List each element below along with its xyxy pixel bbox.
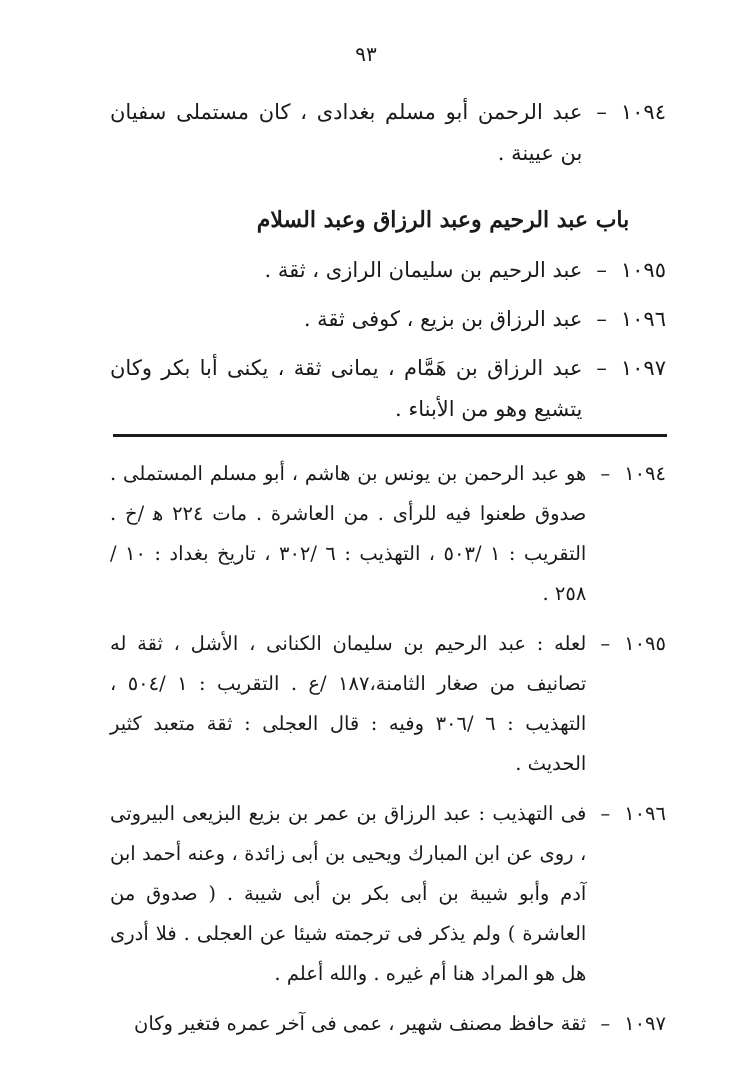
footnote-number: ١٠٩٤ (624, 462, 666, 485)
footnote-dash: – (600, 462, 611, 485)
entry-text: عبد الرزاق بن بزيع ، كوفى ثقة . (303, 307, 583, 331)
footnote-1097 (110, 1004, 666, 1044)
entry-1096 (110, 299, 666, 340)
footnote-1096 (110, 794, 666, 994)
footnotes (110, 454, 666, 1054)
entry-number: ١٠٩٧ (620, 356, 666, 380)
entry-dash: – (596, 258, 607, 282)
footnote-divider (113, 434, 667, 437)
footnote-1095 (110, 624, 666, 784)
footnote-text: فى التهذيب : عبد الرزاق بن عمر بن بزيع البزيعى البيروتى ، روى عن ابن المبارك ويحيى بن أبى زائدة ، وعنه أحمد ابن آدم وأبو شيبة بن أبى بكر بن أبى شيبة . ( صدوق من العاشرة ) ولم يذكر فى ترجمته شيئا عن العجلى . فلا أدرى هل هو المراد هنا أم غيره . والله أعلم . (110, 802, 587, 985)
entry-text: عبد الرحمن أبو مسلم بغدادى ، كان مستملى سفيان بن عيينة . (110, 100, 583, 165)
footnote-text: هو عبد الرحمن بن يونس بن هاشم ، أبو مسلم المستملى . صدوق طعنوا فيه للرأى . من العاشرة . مات ٢٢٤ ﻫ /خ . التقريب : ١ /٥٠٣ ، التهذيب : ٦ /٣٠٢ ، تاريخ بغداد : ١٠ /٢٥٨ . (110, 462, 587, 605)
footnote-dash: – (600, 802, 611, 825)
entry-1094 (110, 92, 666, 174)
entry-text: عبد الرزاق بن هَمَّام ، يمانى ثقة ، يكنى أبا بكر وكان يتشيع وهو من الأبناء . (110, 356, 583, 421)
entry-dash: – (596, 307, 607, 331)
main-text (110, 92, 666, 438)
footnote-number: ١٠٩٧ (624, 1012, 666, 1035)
entry-dash: – (596, 356, 607, 380)
entry-number: ١٠٩٥ (620, 258, 666, 282)
section-heading: باب عبد الرحيم وعبد الرزاق وعبد السلام (256, 207, 630, 233)
footnote-dash: – (600, 632, 611, 655)
entry-number: ١٠٩٦ (620, 307, 666, 331)
footnote-dash: – (600, 1012, 611, 1035)
entry-dash: – (596, 100, 607, 124)
entry-text: عبد الرحيم بن سليمان الرازى ، ثقة . (264, 258, 583, 282)
page-number: ٩٣ (355, 42, 377, 66)
entry-1097 (110, 348, 666, 430)
footnote-text: ثقة حافظ مصنف شهير ، عمى فى آخر عمره فتغير وكان (134, 1012, 587, 1035)
entry-number: ١٠٩٤ (620, 100, 666, 124)
footnote-number: ١٠٩٦ (624, 802, 666, 825)
entry-1095 (110, 250, 666, 291)
footnote-number: ١٠٩٥ (624, 632, 666, 655)
footnote-text: لعله : عبد الرحيم بن سليمان الكنانى ، الأشل ، ثقة له تصانيف من صغار الثامنة،١٨٧ /ع . التقريب : ١ /٥٠٤ ، التهذيب : ٦ /٣٠٦ وفيه : قال العجلى : ثقة متعبد كثير الحديث . (110, 632, 587, 775)
footnote-1094 (110, 454, 666, 614)
